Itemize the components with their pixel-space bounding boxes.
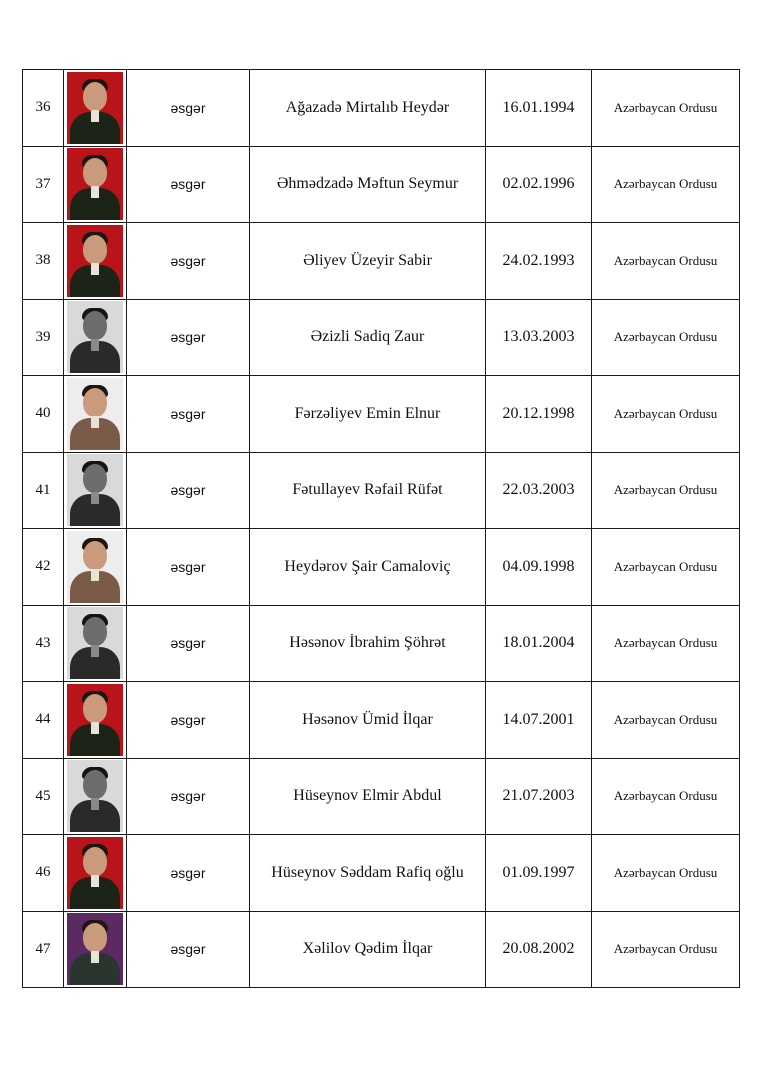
birth-date-cell: 13.03.2003 [486,299,592,376]
birth-date-cell: 01.09.1997 [486,835,592,912]
roster-body [23,70,740,988]
birth-date-cell: 18.01.2004 [486,605,592,682]
table-row [23,223,740,300]
rank-cell: əsgər [127,682,250,759]
table-row [23,376,740,453]
portrait-collar [91,416,99,428]
soldier-portrait-photo [67,684,123,756]
row-number: 43 [23,605,64,682]
table-row [23,835,740,912]
table-row [23,605,740,682]
military-unit-cell: Azərbaycan Ordusu [592,605,740,682]
portrait-collar [91,186,99,198]
portrait-cell [64,146,127,223]
full-name-cell: Hüseynov Elmir Abdul [250,758,486,835]
portrait-collar [91,110,99,122]
portrait-cell [64,376,127,453]
military-unit-cell: Azərbaycan Ordusu [592,146,740,223]
rank-cell: əsgər [127,835,250,912]
table-row [23,299,740,376]
military-unit-cell: Azərbaycan Ordusu [592,682,740,759]
military-unit-cell: Azərbaycan Ordusu [592,70,740,147]
rank-cell: əsgər [127,911,250,988]
table-row [23,452,740,529]
rank-cell: əsgər [127,299,250,376]
soldier-portrait-photo [67,531,123,603]
row-number: 36 [23,70,64,147]
soldier-portrait-photo [67,225,123,297]
portrait-collar [91,798,99,810]
portrait-cell [64,835,127,912]
portrait-head [83,694,107,723]
portrait-head [83,235,107,264]
military-unit-cell: Azərbaycan Ordusu [592,299,740,376]
birth-date-cell: 22.03.2003 [486,452,592,529]
portrait-head [83,770,107,799]
birth-date-cell: 24.02.1993 [486,223,592,300]
soldier-portrait-photo [67,760,123,832]
full-name-cell: Ağazadə Mirtalıb Heydər [250,70,486,147]
soldier-portrait-photo [67,301,123,373]
portrait-collar [91,263,99,275]
portrait-collar [91,645,99,657]
row-number: 39 [23,299,64,376]
table-row [23,682,740,759]
portrait-collar [91,569,99,581]
row-number: 46 [23,835,64,912]
row-number: 42 [23,529,64,606]
birth-date-cell: 04.09.1998 [486,529,592,606]
portrait-collar [91,339,99,351]
portrait-cell [64,529,127,606]
row-number: 44 [23,682,64,759]
table-row [23,529,740,606]
soldier-portrait-photo [67,72,123,144]
military-unit-cell: Azərbaycan Ordusu [592,223,740,300]
full-name-cell: Əzizli Sadiq Zaur [250,299,486,376]
table-row [23,146,740,223]
portrait-collar [91,951,99,963]
row-number: 40 [23,376,64,453]
rank-cell: əsgər [127,452,250,529]
portrait-head [83,311,107,340]
portrait-collar [91,722,99,734]
portrait-cell [64,70,127,147]
birth-date-cell: 14.07.2001 [486,682,592,759]
birth-date-cell: 21.07.2003 [486,758,592,835]
soldier-portrait-photo [67,148,123,220]
portrait-cell [64,223,127,300]
birth-date-cell: 02.02.1996 [486,146,592,223]
full-name-cell: Xəlilov Qədim İlqar [250,911,486,988]
portrait-head [83,82,107,111]
soldier-portrait-photo [67,378,123,450]
full-name-cell: Hüseynov Səddam Rafiq oğlu [250,835,486,912]
full-name-cell: Əliyev Üzeyir Sabir [250,223,486,300]
full-name-cell: Fərzəliyev Emin Elnur [250,376,486,453]
portrait-head [83,541,107,570]
portrait-collar [91,875,99,887]
row-number: 47 [23,911,64,988]
birth-date-cell: 20.08.2002 [486,911,592,988]
portrait-cell [64,758,127,835]
rank-cell: əsgər [127,223,250,300]
rank-cell: əsgər [127,605,250,682]
portrait-head [83,388,107,417]
full-name-cell: Həsənov İbrahim Şöhrət [250,605,486,682]
portrait-head [83,464,107,493]
portrait-cell [64,682,127,759]
portrait-head [83,923,107,952]
row-number: 38 [23,223,64,300]
portrait-head [83,617,107,646]
row-number: 45 [23,758,64,835]
birth-date-cell: 20.12.1998 [486,376,592,453]
portrait-head [83,847,107,876]
soldier-portrait-photo [67,837,123,909]
soldier-portrait-photo [67,454,123,526]
portrait-cell [64,911,127,988]
soldier-portrait-photo [67,607,123,679]
soldier-roster-table [22,69,740,988]
row-number: 37 [23,146,64,223]
full-name-cell: Heydərov Şair Camaloviç [250,529,486,606]
portrait-cell [64,299,127,376]
portrait-cell [64,452,127,529]
military-unit-cell: Azərbaycan Ordusu [592,911,740,988]
military-unit-cell: Azərbaycan Ordusu [592,452,740,529]
military-unit-cell: Azərbaycan Ordusu [592,376,740,453]
full-name-cell: Həsənov Ümid İlqar [250,682,486,759]
rank-cell: əsgər [127,70,250,147]
military-unit-cell: Azərbaycan Ordusu [592,529,740,606]
military-unit-cell: Azərbaycan Ordusu [592,758,740,835]
rank-cell: əsgər [127,529,250,606]
row-number: 41 [23,452,64,529]
portrait-cell [64,605,127,682]
full-name-cell: Əhmədzadə Məftun Seymur [250,146,486,223]
full-name-cell: Fətullayev Rəfail Rüfət [250,452,486,529]
table-row [23,70,740,147]
rank-cell: əsgər [127,758,250,835]
table-row [23,758,740,835]
birth-date-cell: 16.01.1994 [486,70,592,147]
rank-cell: əsgər [127,146,250,223]
soldier-portrait-photo [67,913,123,985]
table-row [23,911,740,988]
portrait-head [83,158,107,187]
military-unit-cell: Azərbaycan Ordusu [592,835,740,912]
rank-cell: əsgər [127,376,250,453]
portrait-collar [91,492,99,504]
